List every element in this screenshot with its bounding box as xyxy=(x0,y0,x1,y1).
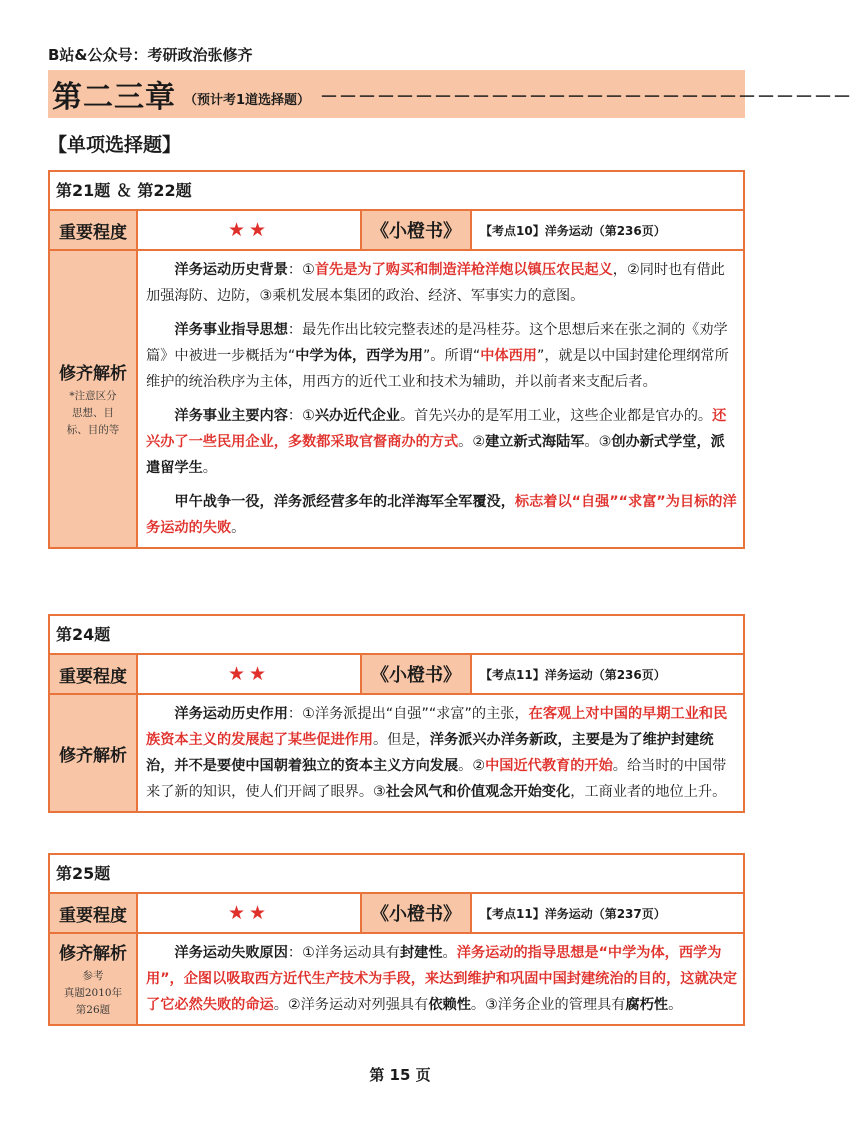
importance-label: 重要程度 xyxy=(59,666,127,687)
analysis-label-cell xyxy=(50,695,138,811)
analysis-label-cell xyxy=(50,251,138,547)
chapter-note: （预计考1道选择题） xyxy=(184,92,311,108)
section-title: 【单项选择题】 xyxy=(48,134,182,156)
question-block-24 xyxy=(48,614,745,813)
chapter-dash-line: －－－－－－－－－－－－－－－－－－－－－－－－－－－－ xyxy=(320,87,852,108)
importance-row xyxy=(50,894,743,934)
side-note-line: *注意区分 xyxy=(69,390,117,402)
analysis-label: 修齐解析 xyxy=(59,745,127,766)
paragraph-guiding-thought: 洋务事业指导思想：最先作出比较完整表述的是冯桂芬。这个思想后来在张之洞的《劝学篇》中被进一步概括为“中学为体，西学为用”。所谓“中体西用”，就是以中国封建伦理纲常所维护的统治秩序为主体，用西方的近代工业和技术为辅助，并以前者来支配后者。 xyxy=(146,322,729,390)
paragraph-main-content: 洋务事业主要内容：①兴办近代企业。首先兴办的是军用工业，这些企业都是官办的。还兴办了一些民用企业，多数都采取官督商办的方式。②建立新式海陆军。③创办新式学堂，派遣留学生。 xyxy=(146,408,727,476)
book-label: 《小橙书》 xyxy=(362,894,472,932)
paragraph-failure: 甲午战争一役，洋务派经营多年的北洋海军全军覆没，标志着以“自强”“求富”为目标的洋务运动的失败。 xyxy=(146,494,737,536)
side-note-line: 参考 xyxy=(82,970,104,982)
importance-stars: ★★ xyxy=(138,211,362,249)
side-note-line: 思想、目 xyxy=(72,407,114,419)
importance-label-cell xyxy=(50,655,138,693)
side-note-line: 标、目的等 xyxy=(66,424,120,436)
chapter-title: 第二三章 xyxy=(52,80,176,115)
analysis-label-cell xyxy=(50,934,138,1024)
kaodian-label: 【考点11】洋务运动（第237页） xyxy=(480,906,666,921)
importance-stars: ★★ xyxy=(138,894,362,932)
importance-stars: ★★ xyxy=(138,655,362,693)
page-number: 第 15 页 xyxy=(369,1066,431,1084)
kaodian-label: 【考点11】洋务运动（第236页） xyxy=(480,667,666,682)
question-title: 第21题 ＆ 第22题 xyxy=(50,172,743,211)
question-title: 第25题 xyxy=(50,855,743,894)
side-note-line: 第26题 xyxy=(75,1004,111,1016)
kaodian-label: 【考点10】洋务运动（第236页） xyxy=(480,223,666,238)
importance-label-cell xyxy=(50,211,138,249)
importance-label-cell xyxy=(50,894,138,932)
source-line: B站&公众号：考研政治张修齐 xyxy=(48,46,253,64)
analysis-row xyxy=(50,251,743,547)
importance-row xyxy=(50,211,743,251)
analysis-label: 修齐解析 xyxy=(59,364,127,384)
chapter-header xyxy=(48,70,852,118)
paragraph-background: 洋务运动历史背景：①首先是为了购买和制造洋枪洋炮以镇压农民起义，②同时也有借此加强海防、边防，③乘机发展本集团的政治、经济、军事实力的意图。 xyxy=(146,262,725,304)
importance-row xyxy=(50,655,743,695)
analysis-side-note xyxy=(64,968,122,1019)
importance-label: 重要程度 xyxy=(59,222,127,243)
analysis-row xyxy=(50,934,743,1024)
paragraph-failure-reasons: 洋务运动失败原因：①洋务运动具有封建性。洋务运动的指导思想是“中学为体，西学为用”，企图以吸取西方近代生产技术为手段，来达到维护和巩固中国封建统治的目的，这就决定了它必然失败的命运。②洋务运动对列强具有依赖性。③洋务企业的管理具有腐朽性。 xyxy=(146,945,738,1013)
analysis-row xyxy=(50,695,743,811)
analysis-content xyxy=(138,934,743,1024)
question-block-21-22 xyxy=(48,170,745,549)
book-label: 《小橙书》 xyxy=(362,655,472,693)
analysis-label: 修齐解析 xyxy=(59,944,127,964)
importance-label: 重要程度 xyxy=(59,905,127,926)
question-title: 第24题 xyxy=(50,616,743,655)
question-block-25 xyxy=(48,853,745,1026)
side-note-line: 真题2010年 xyxy=(63,987,123,999)
analysis-content xyxy=(138,251,743,547)
paragraph-historical-role: 洋务运动历史作用：①洋务派提出“自强”“求富”的主张，在客观上对中国的早期工业和民族资本主义的发展起了某些促进作用。但是，洋务派兴办洋务新政，主要是为了维护封建统治，并不是要使中国朝着独立的资本主义方向发展。②中国近代教育的开始。给当时的中国带来了新的知识，使人们开阔了眼界。③社会风气和价值观念开始变化，工商业者的地位上升。 xyxy=(146,706,728,800)
analysis-content xyxy=(138,695,743,811)
analysis-side-note xyxy=(67,388,120,439)
book-label: 《小橙书》 xyxy=(362,211,472,249)
